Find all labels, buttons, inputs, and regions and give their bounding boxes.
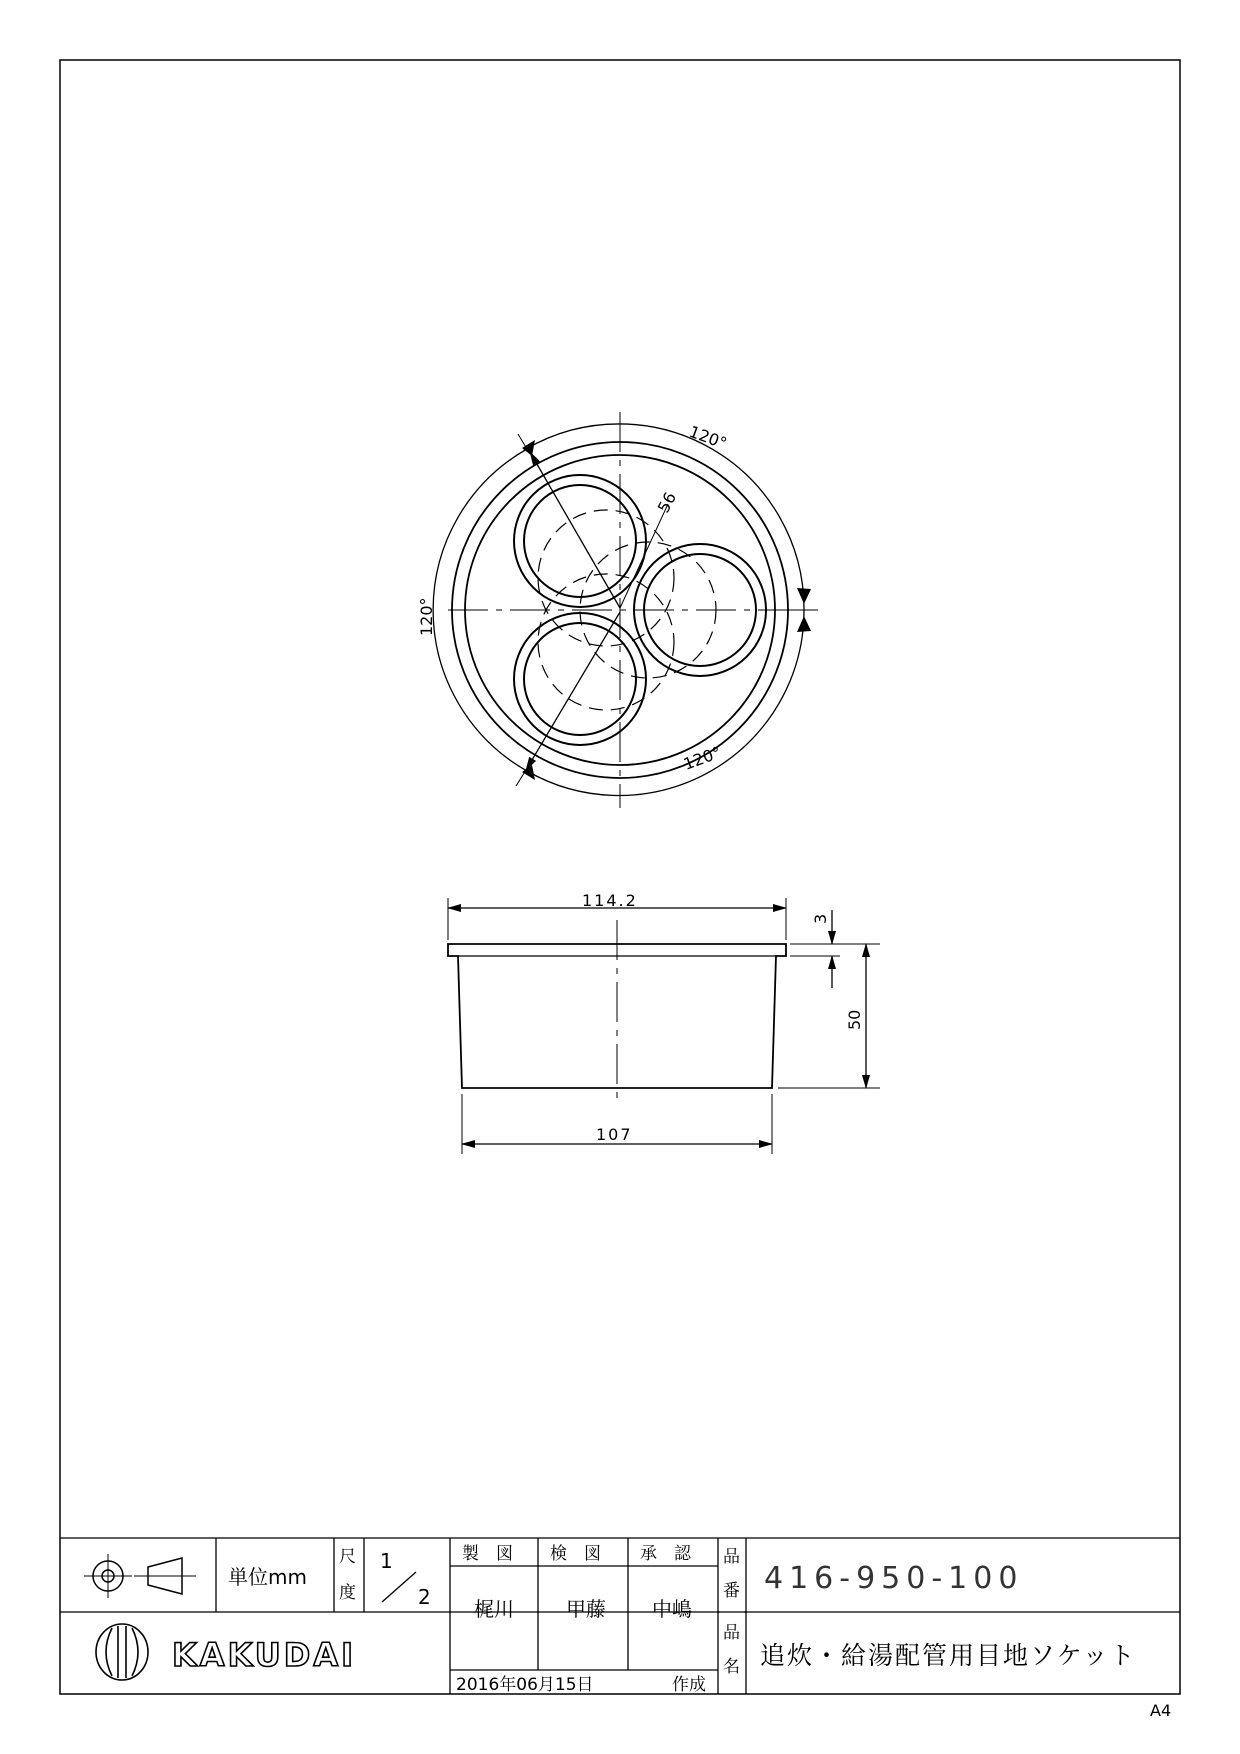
scale-numerator: 1 <box>380 1549 393 1573</box>
arrow-bottom-left <box>522 765 535 780</box>
kakudai-logo-icon <box>96 1624 148 1680</box>
drawing-border <box>60 60 1180 1694</box>
arrow-right-down <box>797 588 811 604</box>
header-drafted: 製 図 <box>462 1544 513 1564</box>
part-no-label-1: 品 <box>723 1547 740 1567</box>
scale-slash <box>382 1572 416 1602</box>
paper-size-label: A4 <box>1150 1701 1172 1720</box>
dim-label-bottom-width: 107 <box>596 1125 633 1144</box>
scale-denominator: 2 <box>418 1585 431 1609</box>
angle-label-top: 120° <box>686 421 730 453</box>
unit-label: 単位mm <box>228 1565 307 1589</box>
hole-top-left-inner <box>524 485 636 597</box>
side-view <box>448 898 880 1154</box>
name-approved: 中嶋 <box>652 1597 692 1621</box>
radial-line-lower-left <box>526 612 620 770</box>
header-checked: 検 図 <box>550 1544 601 1564</box>
projection-symbol-icon <box>84 1554 196 1598</box>
dim-label-total-height: 50 <box>845 1009 864 1030</box>
angle-arc-bottom <box>527 610 804 795</box>
part-name-label-2: 名 <box>723 1657 740 1677</box>
name-checked: 甲藤 <box>566 1597 606 1621</box>
creation-date: 2016年06月15日 <box>456 1675 594 1695</box>
part-no-label-2: 番 <box>723 1581 740 1601</box>
scale-label-2: 度 <box>339 1583 356 1603</box>
hole-top-left-outer <box>514 475 646 607</box>
part-number: 416-950-100 <box>764 1561 1024 1596</box>
arrow-top-left <box>522 440 535 456</box>
angle-label-left: 120° <box>417 597 436 636</box>
part-name-label-1: 品 <box>723 1623 740 1643</box>
header-approved: 承 認 <box>640 1544 691 1564</box>
scale-label-1: 尺 <box>339 1547 356 1567</box>
name-drafted: 梶川 <box>474 1597 514 1621</box>
arrow-right-up <box>797 616 811 632</box>
created-label: 作成 <box>672 1675 706 1695</box>
dim-label-flange-height: 3 <box>811 913 830 924</box>
angle-label-bottom: 120° <box>680 742 724 774</box>
top-view <box>433 412 818 808</box>
part-name: 追炊・給湯配管用目地ソケット <box>760 1641 1137 1670</box>
diameter-label: 56 <box>653 488 681 516</box>
brand-wordmark: KAKUDAI <box>172 1636 357 1674</box>
dim-label-top-width: 114.2 <box>582 891 638 910</box>
